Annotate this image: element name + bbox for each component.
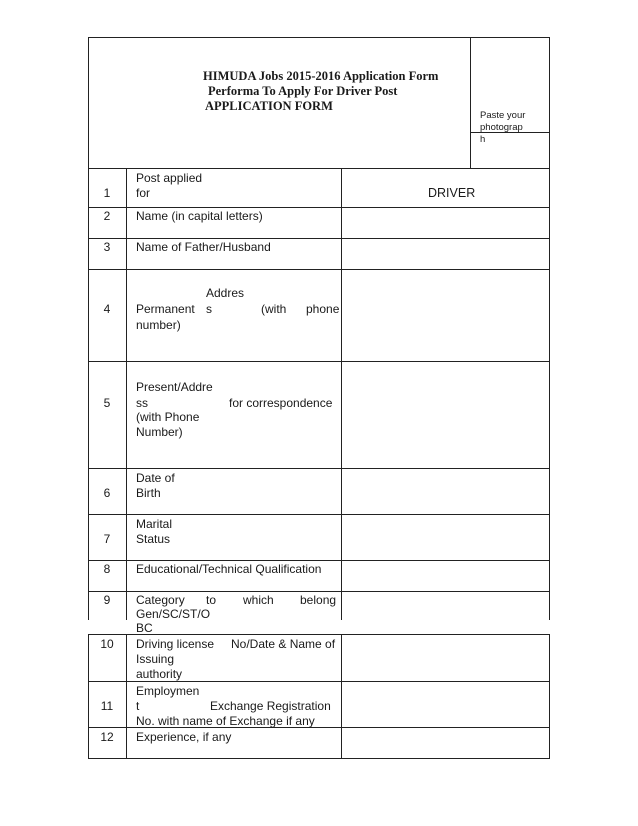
field-label: Present/Addre [136,380,213,394]
top-border [88,37,550,38]
field-label: Marital [136,517,173,531]
marital-status-input[interactable] [342,515,549,560]
row-number: 6 [103,486,111,500]
field-label: for correspondence [229,396,333,410]
name-input[interactable] [342,208,549,238]
field-label: phone [306,302,340,316]
field-label: BC [136,621,153,635]
field-label: Exchange Registration [210,699,331,713]
form-subtitle: Performa To Apply For Driver Post [208,84,398,98]
field-label: Issuing [136,652,175,666]
field-label: Educational/Technical Qualification [136,562,322,576]
photo-box-label: h [480,134,486,145]
field-label: Addres [206,286,245,300]
field-label: number) [136,318,181,332]
field-label: s [206,302,212,316]
photo-box-label: photograp [480,122,523,133]
field-label: Date of [136,471,175,485]
field-label: Permanent [136,302,195,316]
field-label: to [206,593,217,607]
field-label: (with [261,302,287,316]
qualification-input[interactable] [342,561,549,591]
row-divider [88,168,550,169]
row-number: 8 [103,562,111,576]
field-label: which [243,593,274,607]
category-input[interactable] [342,592,549,620]
present-address-input[interactable] [342,362,549,468]
field-label: Name (in capital letters) [136,209,263,223]
field-label: Number) [136,425,183,439]
right-border [549,634,550,758]
field-label: t [136,699,140,713]
permanent-address-input[interactable] [342,270,549,361]
field-label: Employmen [136,684,200,698]
row-number: 5 [103,396,111,410]
dob-input[interactable] [342,469,549,514]
bottom-border [88,758,550,759]
field-label: Birth [136,486,161,500]
driving-license-input[interactable] [342,635,549,681]
row-number: 12 [100,730,114,744]
row-number: 10 [100,637,114,651]
row-number: 11 [100,699,114,713]
row-number: 9 [103,593,111,607]
row-number: 3 [103,240,111,254]
field-label: No. with name of Exchange if any [136,714,315,728]
field-label: Post applied [136,171,203,185]
row-number: 7 [103,532,111,546]
field-label: Category [136,593,185,607]
photo-box-label: Paste your [480,110,526,121]
experience-input[interactable] [342,728,549,758]
field-label: Driving license [136,637,215,651]
form-title: HIMUDA Jobs 2015-2016 Application Form [203,69,439,83]
num-col-divider [126,634,127,758]
num-col-divider [126,168,127,620]
form-heading: APPLICATION FORM [205,99,333,113]
field-label: Name of Father/Husband [136,240,271,254]
field-label: (with Phone [136,410,200,424]
row-number: 1 [103,186,111,200]
field-label: ss [136,396,148,410]
father-husband-input[interactable] [342,239,549,269]
post-value: DRIVER [428,186,476,200]
field-label: Status [136,532,171,546]
row-number: 2 [103,209,111,223]
field-label: No/Date & Name of [231,637,336,651]
field-label: belong [300,593,337,607]
field-label: for [136,186,151,200]
field-label: authority [136,667,183,681]
photo-box-left [470,37,471,168]
field-label: Experience, if any [136,730,232,744]
field-label: Gen/SC/ST/O [136,607,211,621]
row-number: 4 [103,302,111,316]
right-border [549,37,550,620]
employment-exchange-input[interactable] [342,682,549,727]
